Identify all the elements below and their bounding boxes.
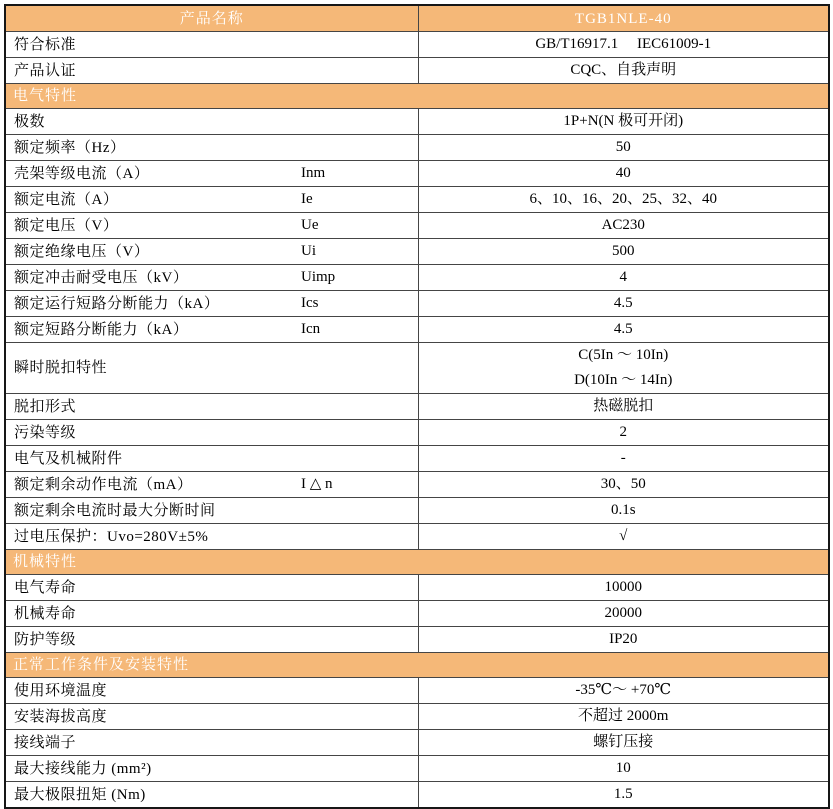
row-label: 额定剩余电流时最大分断时间	[14, 502, 216, 519]
row-value	[418, 472, 829, 498]
row-value-line: AC230	[601, 217, 645, 233]
row-label: 过电压保护：Uvo=280V±5%	[14, 528, 209, 545]
section-header: 机械特性	[5, 550, 829, 575]
row-value-line: C(5In ～ 10In)	[578, 347, 669, 363]
table-row	[5, 524, 829, 550]
row-label: 污染等级	[14, 424, 77, 441]
row-value-line: 0.1s	[610, 502, 636, 518]
table-row	[5, 213, 829, 239]
table-row	[5, 5, 829, 32]
row-label: 产品认证	[14, 62, 77, 79]
row-label-cell	[5, 343, 418, 394]
row-value-line: 1P+N(N 极可开闭)	[563, 113, 684, 129]
row-value	[418, 187, 829, 213]
row-value-line: D(10In ～ 14In)	[574, 372, 673, 388]
row-symbol: Ics	[301, 295, 319, 311]
row-value	[418, 782, 829, 809]
table-row	[5, 343, 829, 394]
row-value	[418, 109, 829, 135]
row-label-cell	[5, 213, 418, 239]
row-value	[418, 58, 829, 84]
table-row	[5, 678, 829, 704]
row-label-cell	[5, 239, 418, 265]
table-row	[5, 446, 829, 472]
row-value	[418, 161, 829, 187]
row-value-line: 2	[619, 424, 627, 440]
row-value	[418, 420, 829, 446]
row-label-cell	[5, 498, 418, 524]
row-value	[418, 32, 829, 58]
row-label: 额定短路分断能力（kA）	[14, 321, 189, 338]
row-value	[418, 730, 829, 756]
table-row	[5, 550, 829, 575]
row-value	[418, 575, 829, 601]
table-row	[5, 84, 829, 109]
table-row	[5, 109, 829, 135]
table-row	[5, 704, 829, 730]
row-value-line: 20000	[604, 605, 642, 621]
product-name-header: 产品名称	[5, 5, 418, 32]
table-row	[5, 782, 829, 809]
row-label-cell	[5, 187, 418, 213]
table-row	[5, 291, 829, 317]
table-row	[5, 756, 829, 782]
row-value	[418, 265, 829, 291]
row-value-line: 40	[615, 165, 631, 181]
row-label-cell	[5, 601, 418, 627]
row-label-cell	[5, 135, 418, 161]
row-label-cell	[5, 446, 418, 472]
row-label: 壳架等级电流（A）	[14, 165, 150, 182]
row-label-cell	[5, 317, 418, 343]
table-row	[5, 472, 829, 498]
row-value-line: 螺钉压接	[593, 734, 654, 750]
row-value-line: -	[620, 450, 626, 466]
row-label: 额定电压（V）	[14, 217, 119, 234]
row-label-cell	[5, 291, 418, 317]
row-value	[418, 446, 829, 472]
row-label-cell	[5, 109, 418, 135]
row-label-cell	[5, 704, 418, 730]
row-label-cell	[5, 678, 418, 704]
row-value-line: IP20	[609, 631, 638, 647]
row-label-cell	[5, 161, 418, 187]
row-value-line: 4.5	[613, 295, 633, 311]
row-label: 安装海拔高度	[14, 708, 108, 725]
table-row	[5, 575, 829, 601]
row-label-cell	[5, 627, 418, 653]
row-value	[418, 239, 829, 265]
row-label: 最大接线能力 (mm²)	[14, 760, 152, 777]
row-value	[418, 704, 829, 730]
row-symbol: Ui	[301, 243, 316, 259]
row-value	[418, 343, 829, 394]
table-row	[5, 601, 829, 627]
row-value	[418, 627, 829, 653]
row-label: 符合标准	[14, 36, 77, 53]
row-label: 使用环境温度	[14, 682, 108, 699]
row-value	[418, 317, 829, 343]
row-label: 接线端子	[14, 734, 77, 751]
row-label-cell	[5, 420, 418, 446]
row-label: 额定冲击耐受电压（kV）	[14, 269, 189, 286]
row-value-line: 1.5	[613, 786, 633, 802]
table-row	[5, 730, 829, 756]
row-value-line: 10000	[604, 579, 642, 595]
row-label: 额定运行短路分断能力（kA）	[14, 295, 220, 312]
row-symbol: Inm	[301, 165, 326, 181]
row-value-line: 30、50	[600, 476, 646, 492]
row-value	[418, 213, 829, 239]
row-value-line: 4	[619, 269, 627, 285]
row-label: 额定频率（Hz）	[14, 139, 126, 156]
table-row	[5, 317, 829, 343]
row-label: 脱扣形式	[14, 398, 77, 415]
row-label: 额定绝缘电压（V）	[14, 243, 150, 260]
row-value-line: √	[619, 528, 628, 544]
row-label: 额定剩余动作电流（mA）	[14, 476, 193, 493]
table-row	[5, 498, 829, 524]
row-symbol: I △ n	[301, 476, 333, 492]
row-label: 瞬时脱扣特性	[14, 360, 108, 376]
row-label: 电气寿命	[14, 579, 77, 596]
row-label: 极数	[14, 113, 46, 130]
row-symbol: Ie	[301, 191, 313, 207]
section-header: 电气特性	[5, 84, 829, 109]
row-value-line: 热磁脱扣	[593, 398, 654, 414]
row-value-line: CQC、自我声明	[570, 62, 677, 78]
row-value-line: 50	[615, 139, 631, 155]
row-label-cell	[5, 32, 418, 58]
row-label: 额定电流（A）	[14, 191, 119, 208]
row-value	[418, 601, 829, 627]
row-label-cell	[5, 575, 418, 601]
row-symbol: Ue	[301, 217, 319, 233]
table-row	[5, 135, 829, 161]
table-row	[5, 239, 829, 265]
row-value	[418, 756, 829, 782]
table-row	[5, 265, 829, 291]
table-row	[5, 58, 829, 84]
row-label-cell	[5, 756, 418, 782]
product-spec-table	[4, 4, 830, 809]
table-row	[5, 32, 829, 58]
row-value	[418, 678, 829, 704]
row-label-cell	[5, 265, 418, 291]
row-label-cell	[5, 58, 418, 84]
row-label-cell	[5, 730, 418, 756]
row-label-cell	[5, 394, 418, 420]
row-value-line: GB/T16917.1 IEC61009-1	[535, 36, 712, 52]
row-label: 防护等级	[14, 631, 77, 648]
spec-table-body	[5, 5, 829, 808]
row-symbol: Uimp	[301, 269, 336, 285]
row-label-cell	[5, 472, 418, 498]
row-value	[418, 524, 829, 550]
row-value-line: 10	[615, 760, 631, 776]
row-label-cell	[5, 524, 418, 550]
row-value	[418, 135, 829, 161]
row-value-line: 6、10、16、20、25、32、40	[529, 191, 717, 207]
row-value	[418, 291, 829, 317]
table-row	[5, 187, 829, 213]
row-symbol: Icn	[301, 321, 321, 337]
section-header: 正常工作条件及安装特性	[5, 653, 829, 678]
table-row	[5, 627, 829, 653]
table-row	[5, 394, 829, 420]
row-label: 最大极限扭矩 (Nm)	[14, 786, 146, 803]
table-row	[5, 420, 829, 446]
row-label: 电气及机械附件	[14, 450, 123, 467]
row-value-line: 4.5	[613, 321, 633, 337]
row-value-line: -35℃～ +70℃	[575, 682, 672, 698]
row-label-cell	[5, 782, 418, 809]
row-value	[418, 498, 829, 524]
table-row	[5, 161, 829, 187]
row-label: 机械寿命	[14, 605, 77, 622]
table-row	[5, 653, 829, 678]
row-value-line: 不超过 2000m	[578, 708, 669, 724]
row-value	[418, 394, 829, 420]
row-value-line: 500	[612, 243, 635, 259]
product-model-header: TGB1NLE-40	[418, 5, 829, 32]
